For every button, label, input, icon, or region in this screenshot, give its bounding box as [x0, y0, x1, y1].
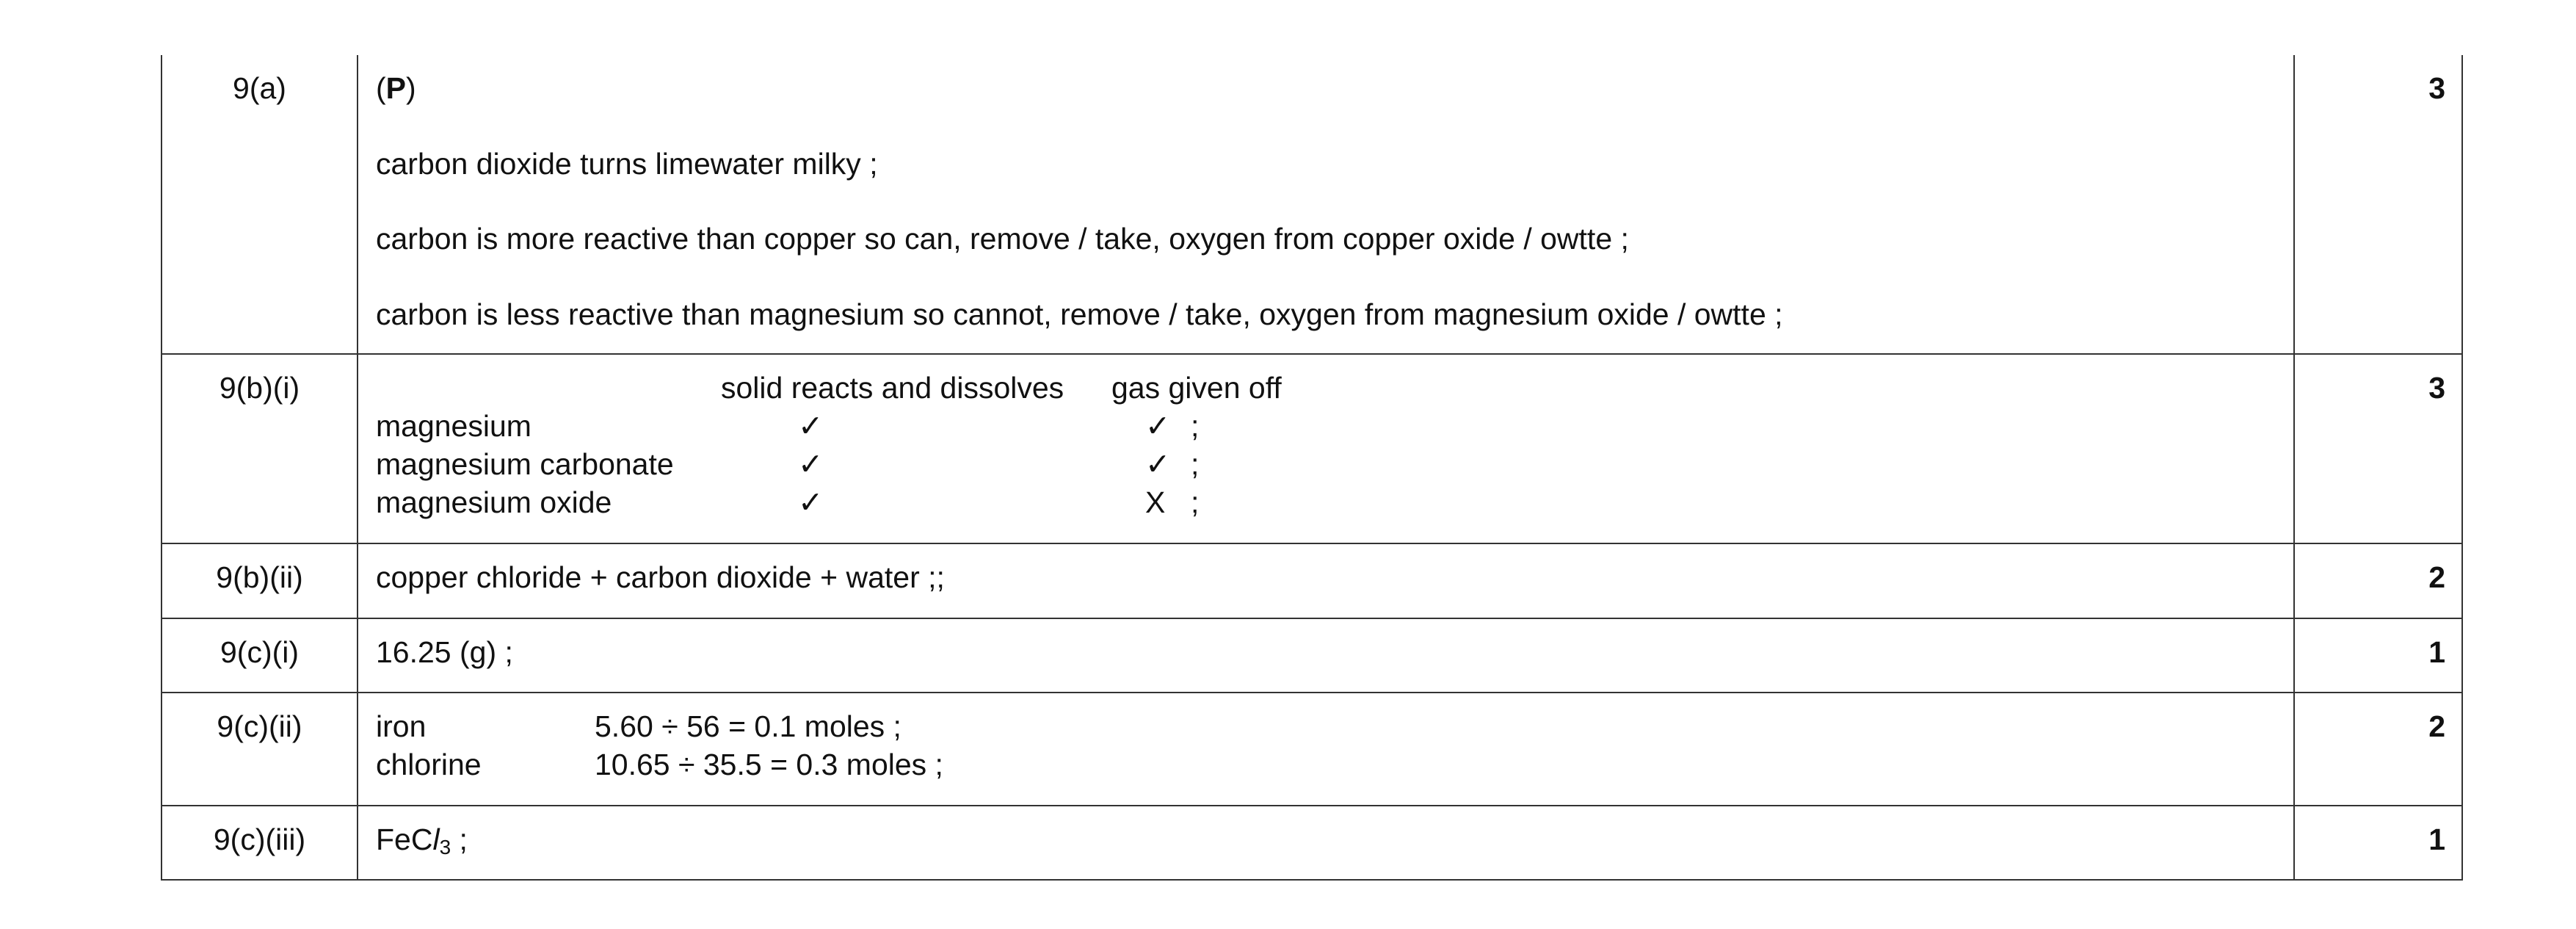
reacts-mark: ✓: [798, 408, 824, 443]
table-row: [162, 693, 2462, 806]
table-row: [162, 55, 2462, 354]
mark-separator: ;: [1191, 447, 1200, 481]
substance-name: magnesium oxide: [376, 485, 612, 519]
substance-name: magnesium: [376, 408, 531, 443]
table-row: [162, 806, 2462, 880]
mark-separator: ;: [1191, 408, 1200, 443]
reacts-mark: ✓: [798, 485, 824, 519]
prefix-letter: P: [385, 71, 407, 105]
question-number: 9(b)(ii): [162, 543, 358, 618]
table-row: [162, 354, 2462, 543]
marks-value: 1: [2294, 618, 2462, 693]
question-number: 9(c)(iii): [162, 806, 358, 880]
marks-value: 2: [2294, 693, 2462, 806]
table-row: [162, 618, 2462, 693]
marks-value: 3: [2294, 354, 2462, 543]
calculation-working: 5.60 ÷ 56 = 0.1 moles ;: [595, 709, 901, 743]
observation-table: [376, 369, 2277, 521]
marks-value: 3: [2294, 55, 2462, 354]
column-header: gas given off: [1111, 370, 1282, 405]
marks-value: 2: [2294, 543, 2462, 618]
mole-calculation: [376, 708, 2277, 784]
gas-mark: ✓: [1145, 408, 1171, 443]
answer-cell: [358, 693, 2294, 806]
chemical-formula: FeCl$_3$ ;: [376, 822, 468, 858]
substance-name: magnesium carbonate: [376, 447, 674, 481]
reacts-mark: ✓: [798, 447, 824, 481]
answer-line: carbon dioxide turns limewater milky ;: [376, 146, 878, 181]
question-number: 9(c)(i): [162, 618, 358, 693]
answer-cell: 16.25 (g) ;: [358, 618, 2294, 693]
marks-value: 1: [2294, 806, 2462, 880]
element-name: iron: [376, 709, 427, 743]
answer-cell: [358, 354, 2294, 543]
element-name: chlorine: [376, 747, 482, 781]
answer-cell: copper chloride + carbon dioxide + water ;;: [358, 543, 2294, 618]
answer-prefix: (P): [376, 71, 416, 105]
table-row: [162, 543, 2462, 618]
answer-line: carbon is less reactive than magnesium so cannot, remove / take, oxygen from magnesium oxide / owtte ;: [376, 297, 1783, 331]
mark-scheme-table: [161, 55, 2463, 881]
gas-mark: ✓: [1145, 447, 1171, 481]
answer-cell: [358, 806, 2294, 880]
mark-separator: ;: [1191, 485, 1200, 519]
column-header: solid reacts and dissolves: [721, 370, 1064, 405]
question-number: 9(b)(i): [162, 354, 358, 543]
question-number: 9(c)(ii): [162, 693, 358, 806]
calculation-working: 10.65 ÷ 35.5 = 0.3 moles ;: [595, 747, 943, 781]
answer-line: carbon is more reactive than copper so can, remove / take, oxygen from copper oxide / owtte ;: [376, 222, 1629, 256]
question-number: 9(a): [162, 55, 358, 354]
answer-cell: [358, 55, 2294, 354]
gas-mark: X: [1145, 485, 1166, 519]
